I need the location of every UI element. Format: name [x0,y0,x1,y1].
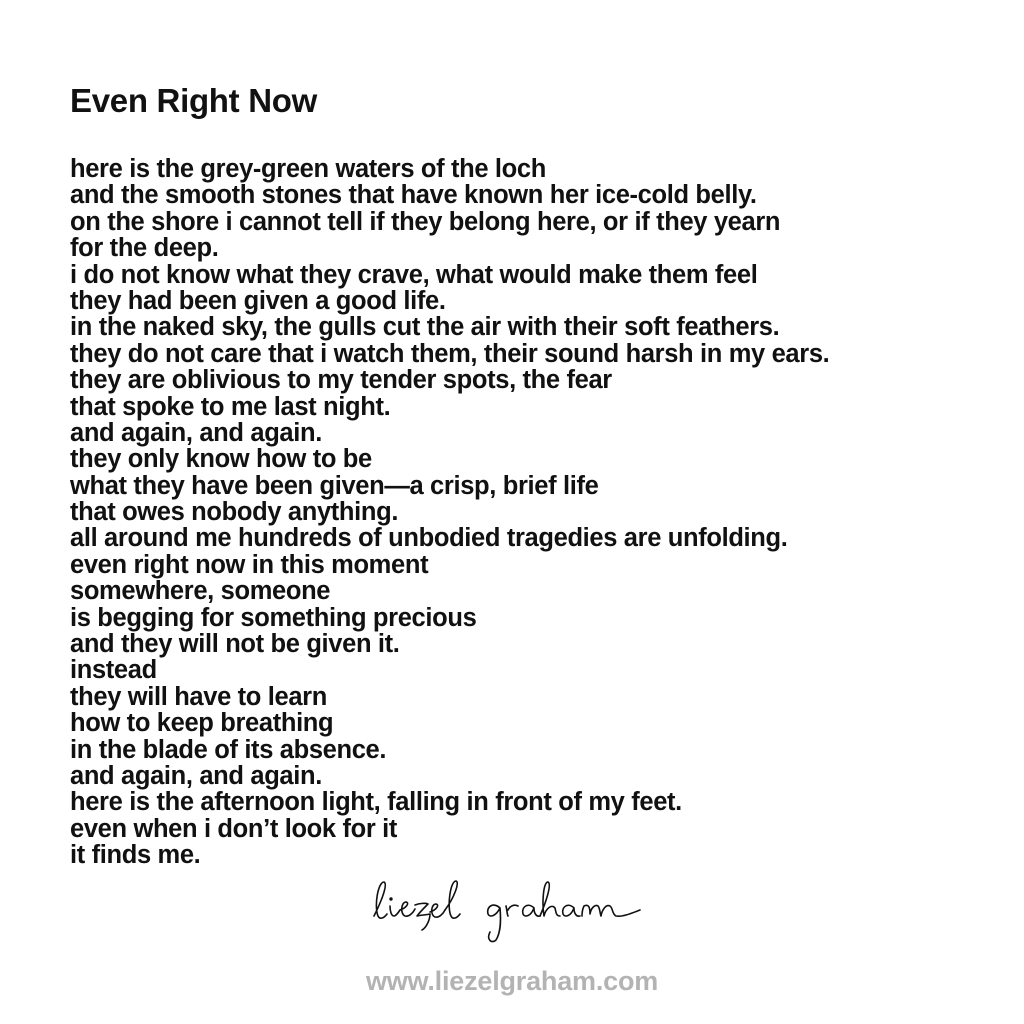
poem-line: in the naked sky, the gulls cut the air with their soft feathers. [70,313,780,342]
poem-line: that spoke to me last night. [70,392,391,421]
handwritten-signature-icon [360,870,660,950]
poem-line: and the smooth stones that have known her ice-cold belly. [70,181,757,210]
poem-line: here is the grey-green waters of the loch [70,155,546,183]
poem-line: that owes nobody anything. [70,498,399,527]
poem-line: they only know how to be [70,445,372,474]
poem-line: somewhere, someone [70,577,331,606]
website-url[interactable]: www.liezelgraham.com [365,966,659,996]
poem-line: they will have to learn [70,682,327,711]
poem-line: they do not care that i watch them, their sound harsh in my ears. [70,339,830,368]
poem-line: they had been given a good life. [70,286,446,315]
poem-line: it finds me. [70,841,201,870]
poem-body [70,156,829,869]
poem-line: even when i don’t look for it [70,814,398,843]
poem-line: on the shore i cannot tell if they belong here, or if they yearn [70,207,781,236]
poem-line: in the blade of its absence. [70,735,387,764]
poem-line: and again, and again. [70,761,322,790]
poem-line: and they will not be given it. [70,630,400,659]
poem-line: and again, and again. [70,418,322,447]
poem-line: how to keep breathing [70,709,334,738]
poem-line: they are oblivious to my tender spots, the fear [70,366,612,395]
poem-title: Even Right Now [70,82,317,119]
signature-text [360,950,361,951]
poem-line: instead [70,656,157,685]
poem-line: all around me hundreds of unbodied tragedies are unfolding. [70,524,788,553]
poem-line: even right now in this moment [70,550,429,579]
poem-line: for the deep. [70,234,219,263]
author-signature [360,870,660,950]
poem-line: what they have been given—a crisp, brief life [70,471,599,500]
poem-line: i do not know what they crave, what would make them feel [70,260,758,289]
poem-line: here is the afternoon light, falling in front of my feet. [70,788,682,817]
poem-line: is begging for something precious [70,603,477,632]
